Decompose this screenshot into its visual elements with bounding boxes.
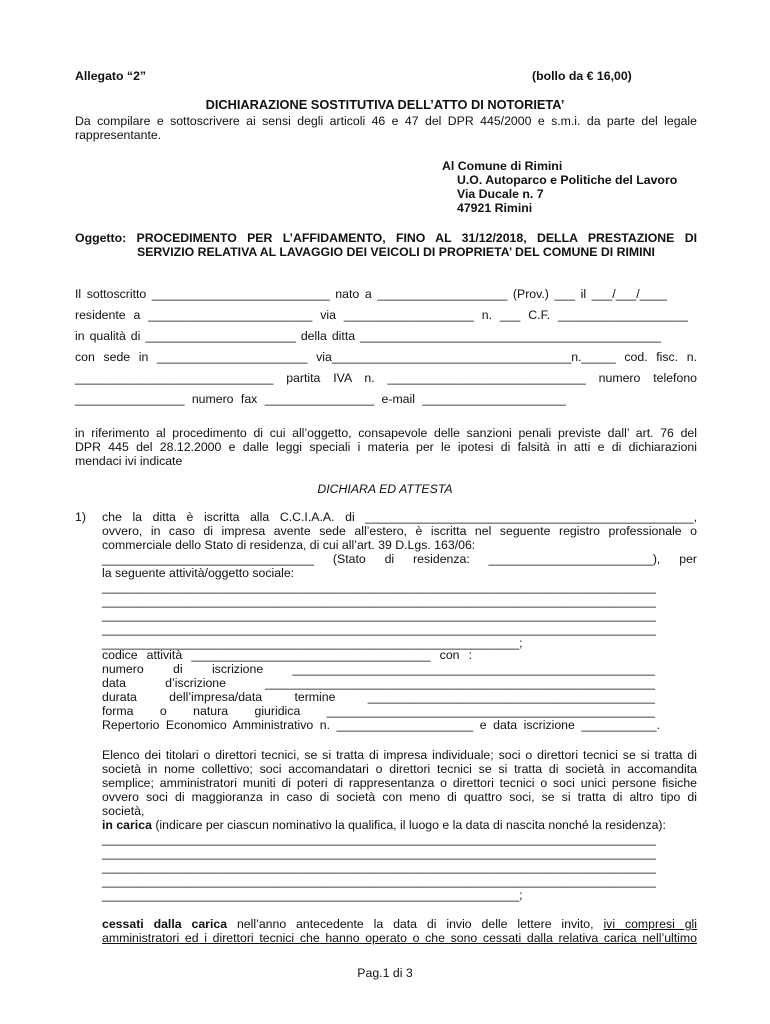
item1-line-4: _______________________________ (Stato di residenza: ________________________), per bbox=[102, 552, 697, 566]
item1-line-5: la seguente attività/oggetto sociale: bbox=[102, 566, 295, 580]
codice-attivita-line: codice attività ___________________________________ con : bbox=[102, 648, 472, 662]
blank-line: _____________________________________________________________; bbox=[102, 636, 523, 650]
dichiara-heading: DICHIARA ED ATTESTA bbox=[317, 482, 453, 496]
item1-line-3: commerciale dello Stato di residenza, di cui all’art. 39 D.Lgs. 163/06: bbox=[102, 538, 476, 552]
form-line-1: Il sottoscritto __________________________ nato a ___________________ (Prov.) ___ il ___/___/____ bbox=[75, 287, 667, 301]
oggetto-line-2: SERVIZIO RELATIVA AL LAVAGGIO DEI VEICOLI DI PROPRIETA’ DEL COMUNE DI RIMINI bbox=[137, 245, 655, 259]
blank-line: _________________________________________________________________________________ bbox=[102, 832, 656, 846]
in-carica-label: in carica bbox=[102, 818, 152, 832]
blank-line: _________________________________________________________________________________ bbox=[102, 622, 656, 636]
item1-line-2: ovvero, in caso di impresa avente sede all’estero, è iscritta nel seguente registro professionale o bbox=[102, 524, 697, 538]
data-iscrizione-line: data d’iscrizione _________________________________________________________ bbox=[102, 676, 655, 690]
in-carica-text: (indicare per ciascun nominativo la qualifica, il luogo e la data di nascita nonché la residenza): bbox=[151, 818, 666, 832]
cessati-underlined: ivi compresi gli bbox=[603, 917, 698, 931]
cessati-label: cessati dalla carica bbox=[102, 917, 228, 931]
riferimento-line-3: mendaci ivi indicate bbox=[75, 454, 183, 468]
blank-line: _________________________________________________________________________________ bbox=[102, 594, 656, 608]
intro-line-1: Da compilare e sottoscrivere ai sensi degli articoli 46 e 47 del DPR 445/2000 e s.m.i. da parte del legale bbox=[75, 114, 697, 128]
forma-giuridica-line: forma o natura giuridica ________________________________________________ bbox=[102, 704, 655, 718]
blank-line: _________________________________________________________________________________ bbox=[102, 874, 656, 888]
cessati-line-1 bbox=[102, 917, 697, 931]
item1-line-1: che la ditta è iscritta alla C.C.I.A.A. di ________________________________________________, bbox=[102, 510, 697, 524]
oggetto-line-1: Oggetto: PROCEDIMENTO PER L’AFFIDAMENTO, FINO AL 31/12/2018, DELLA PRESTAZIONE DI bbox=[75, 231, 697, 245]
form-line-5: _____________________________ partita IVA n. _____________________________ numero telefono bbox=[75, 371, 697, 385]
numero-iscrizione-line: numero di iscrizione _____________________________________________________ bbox=[102, 662, 655, 676]
cessati-line-2: amministratori ed i direttori tecnici che hanno operato o che sono cessati dalla relativa carica nell’ultimo bbox=[102, 931, 697, 945]
recipient-line-1: Al Comune di Rimini bbox=[442, 159, 563, 173]
blank-line: _________________________________________________________________________________ bbox=[102, 608, 656, 622]
recipient-line-2: U.O. Autoparco e Politiche del Lavoro bbox=[457, 173, 678, 187]
elenco-line-2: società in nome collettivo; soci accomandatari o direttori tecnici se si tratta di società in accomandita bbox=[102, 762, 697, 776]
page-number: Pag.1 di 3 bbox=[357, 966, 413, 980]
document-title: DICHIARAZIONE SOSTITUTIVA DELL’ATTO DI NOTORIETA’ bbox=[205, 97, 565, 112]
elenco-line-1: Elenco dei titolari o direttori tecnici, se si tratta di impresa individuale; soci o direttori tecnici se si tratta di bbox=[102, 748, 697, 762]
blank-line: _________________________________________________________________________________ bbox=[102, 846, 656, 860]
recipient-line-3: Via Ducale n. 7 bbox=[457, 187, 544, 201]
item-number: 1) bbox=[75, 510, 86, 524]
cessati-text: nell’anno antecedente la data di invio delle lettere invito, bbox=[227, 917, 604, 931]
repertorio-line: Repertorio Economico Amministrativo n. ____________________ e data iscrizione ___________. bbox=[102, 718, 660, 732]
intro-line-2: rappresentante. bbox=[75, 128, 162, 142]
in-carica-line bbox=[102, 818, 666, 832]
elenco-line-4: ovvero soci di maggioranza in caso di società con meno di quattro soci, se si tratta di altro tipo di bbox=[102, 790, 697, 804]
blank-line: _____________________________________________________________; bbox=[102, 888, 523, 902]
allegato-label: Allegato “2” bbox=[75, 69, 147, 83]
form-line-4: con sede in ______________________ via___________________________________n._____ cod. fisc. n. bbox=[75, 350, 697, 364]
recipient-line-4: 47921 Rimini bbox=[457, 201, 533, 215]
blank-line: _________________________________________________________________________________ bbox=[102, 860, 656, 874]
blank-line: _________________________________________________________________________________ bbox=[102, 580, 656, 594]
form-line-2: residente a ________________________ via ___________________ n. ___ C.F. ___________________ bbox=[75, 308, 688, 322]
elenco-line-5: società, bbox=[102, 804, 145, 818]
durata-impresa-line: durata dell’impresa/data termine __________________________________________ bbox=[102, 690, 655, 704]
form-line-3: in qualità di ______________________ della ditta ____________________________________________ bbox=[75, 329, 661, 343]
bollo-label: (bollo da € 16,00) bbox=[532, 69, 632, 83]
riferimento-line-1: in riferimento al procedimento di cui all’oggetto, consapevole delle sanzioni penali previste dall’ art. 76 del bbox=[75, 426, 697, 440]
riferimento-line-2: DPR 445 del 28.12.2000 e dalle leggi speciali i materia per le ipotesi di falsità in atti e di dichiarazioni bbox=[75, 440, 697, 454]
form-line-6: ________________ numero fax ________________ e-mail _____________________ bbox=[75, 392, 566, 406]
elenco-line-3: semplice; amministratori muniti di poteri di rappresentanza o direttori tecnici o soci unici persone fisiche bbox=[102, 776, 697, 790]
